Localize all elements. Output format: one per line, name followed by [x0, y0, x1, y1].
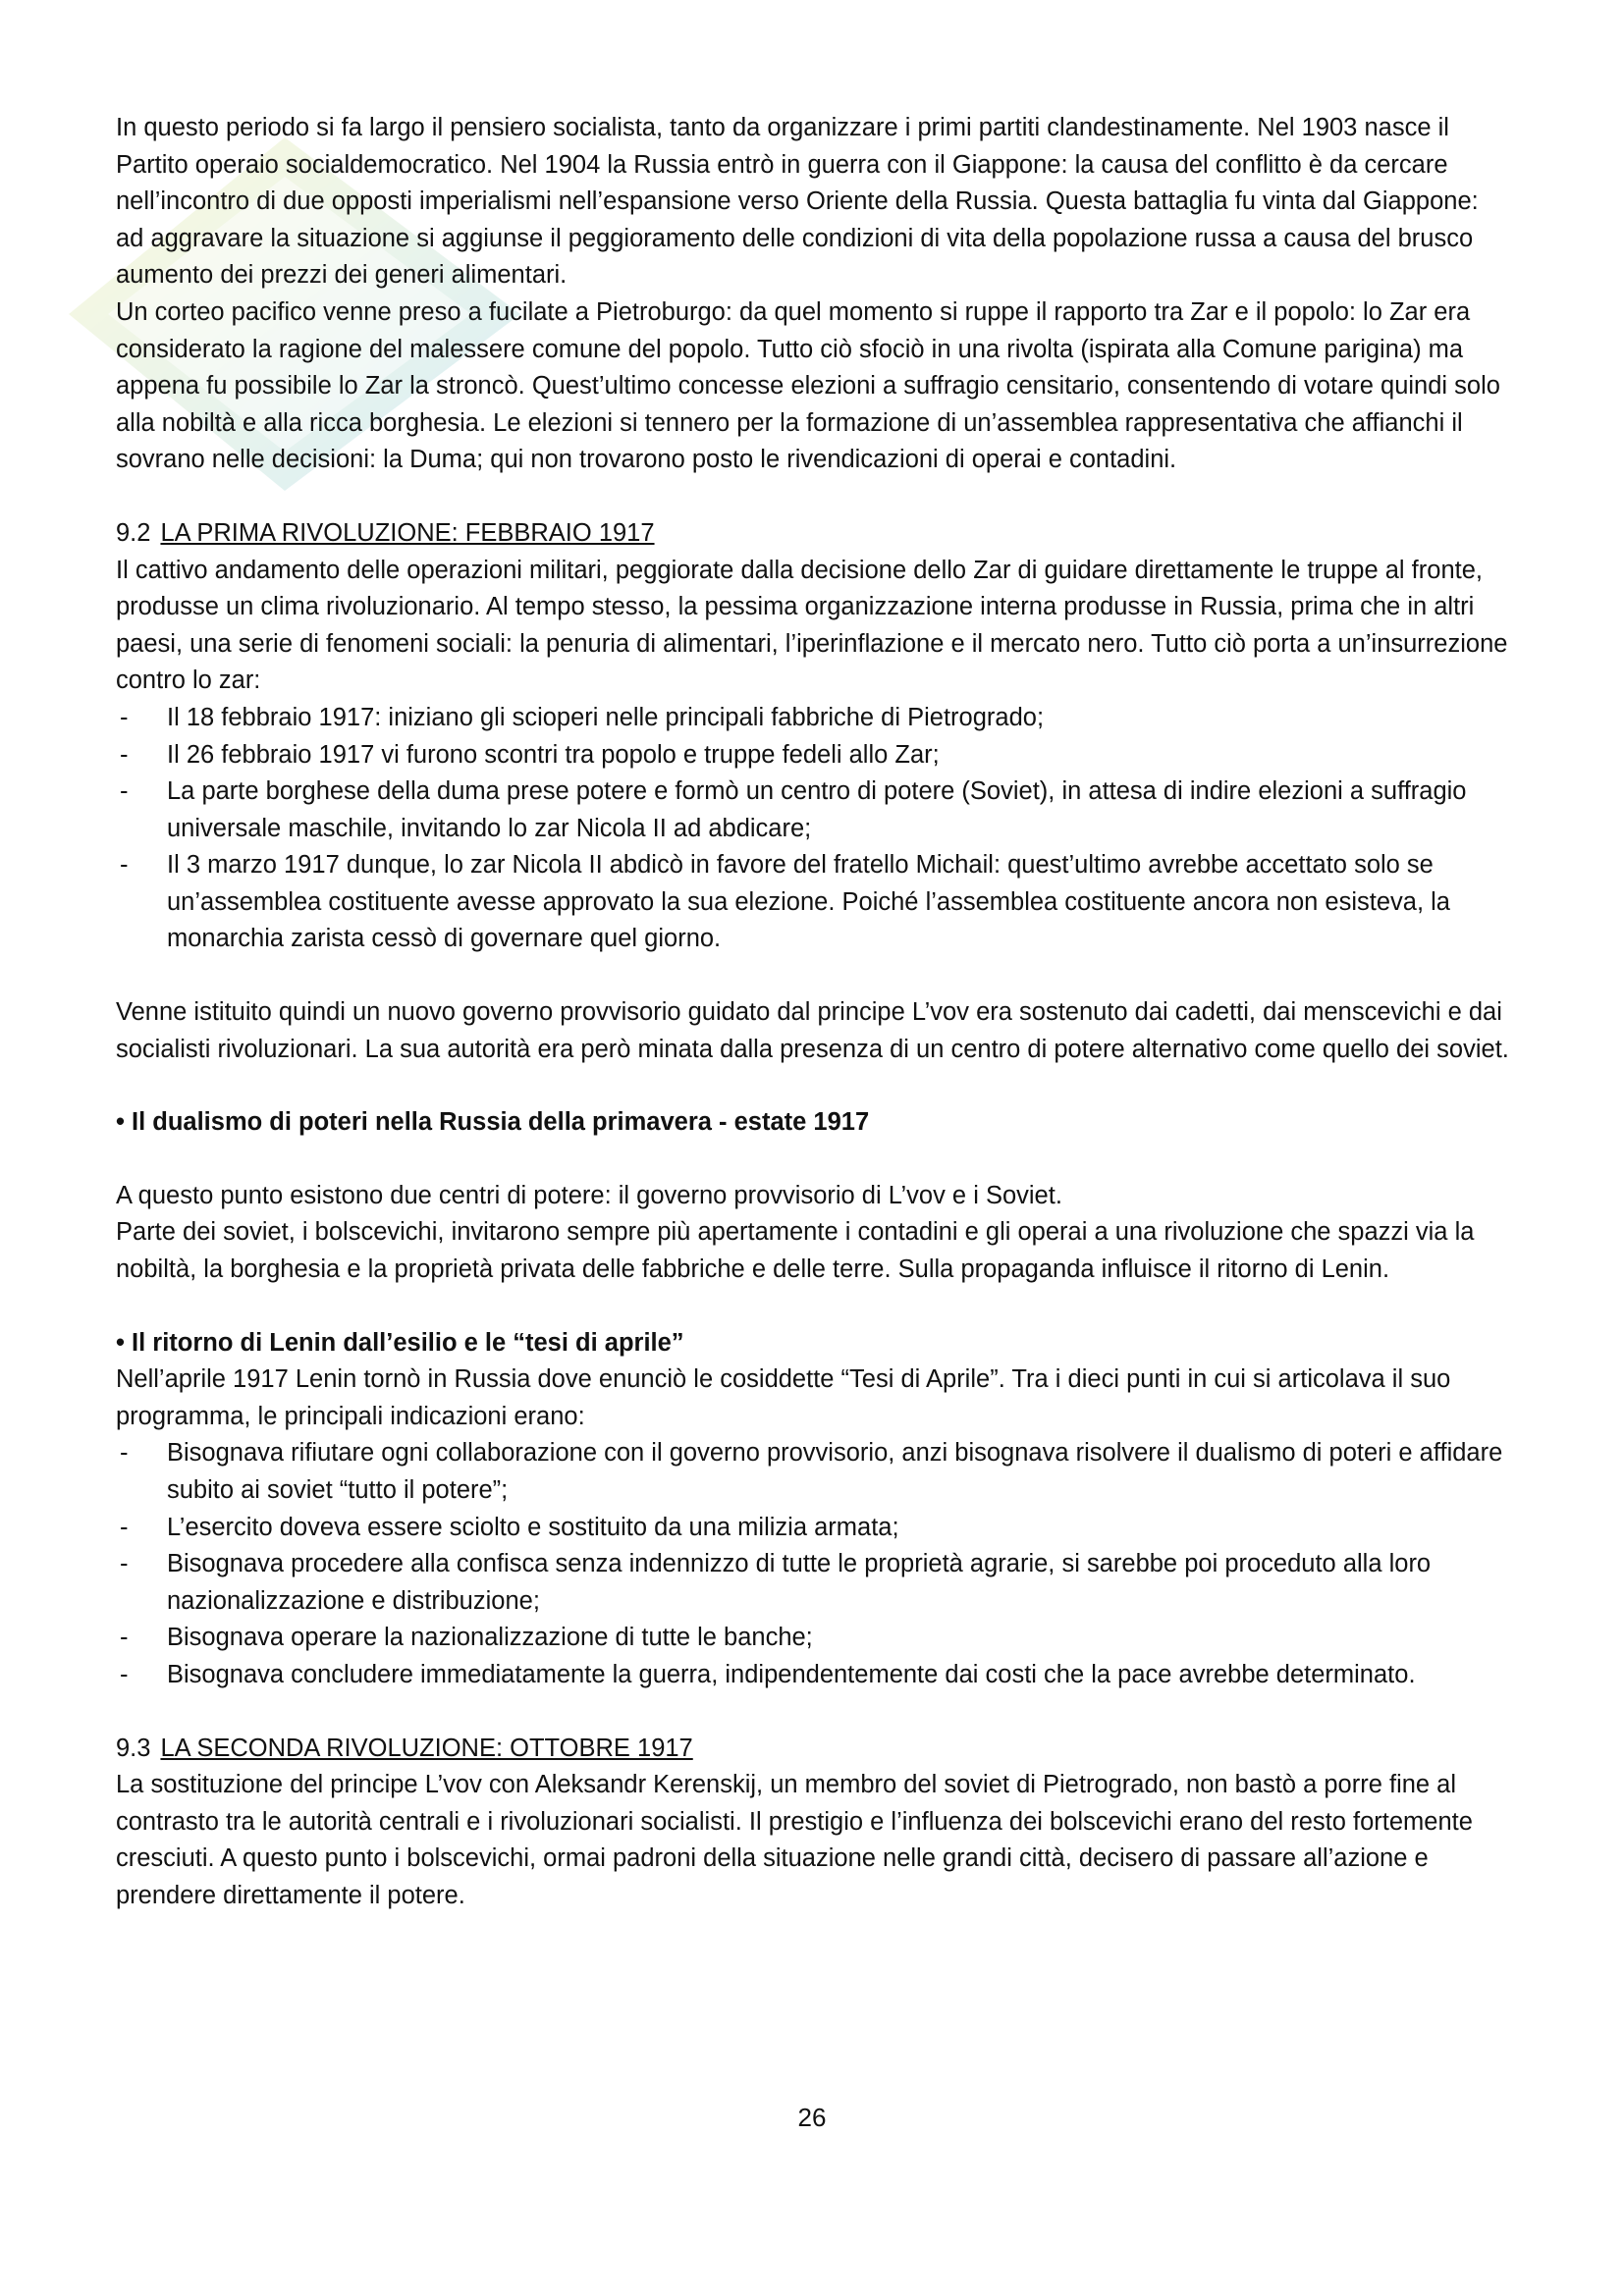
list-item: - Bisognava procedere alla confisca senza indennizzo di tutte le proprietà agrarie, si sarebbe poi proceduto alla loro nazionalizzazione e distribuzione;	[116, 1546, 1510, 1620]
section-9-2-number: 9.2	[116, 518, 151, 547]
dualism-paragraph-2: Parte dei soviet, i bolscevichi, invitarono sempre più apertamente i contadini e gli operai a una rivoluzione che spazzi via la nobiltà, la borghesia e la proprietà privata delle fabbriche e delle terre. Sulla propaganda influisce il ritorno di Lenin.	[116, 1218, 1475, 1284]
section-9-3-title: LA SECONDA RIVOLUZIONE: OTTOBRE 1917	[160, 1734, 693, 1762]
section-9-2-heading	[116, 515, 1510, 553]
dualism-heading: • Il dualismo di poteri nella Russia della primavera - estate 1917	[116, 1108, 870, 1137]
list-item: - La parte borghese della duma prese potere e formò un centro di potere (Soviet), in attesa di indire elezioni a suffragio universale maschile, invitando lo zar Nicola II ad abdicare;	[116, 774, 1510, 847]
section-9-2-intro: Il cattivo andamento delle operazioni militari, peggiorate dalla decisione dello Zar di guidare direttamente le truppe al fronte, produsse un clima rivoluzionario. Al tempo stesso, la pessima organizzazione interna produsse in Russia, prima che in altri paesi, una serie di fenomeni sociali: la penuria di alimentari, l’iperinflazione e il mercato nero. Tutto ciò porta a un’insurrezione contro lo zar:	[116, 556, 1508, 695]
intro-paragraph-2: Un corteo pacifico venne preso a fucilate a Pietroburgo: da quel momento si ruppe il rapporto tra Zar e il popolo: lo Zar era considerato la ragione del malessere comune del popolo. Tutto ciò sfociò in una rivolta (ispirata alla Comune parigina) ma appena fu possibile lo Zar la stroncò. Quest’ultimo concesse elezioni a suffragio censitario, consentendo di votare quindi solo alla nobiltà e alla ricca borghesia. Le elezioni si tennero per la formazione di un’assemblea rappresentativa che affianchi il sovrano nelle decisioni: la Duma; qui non trovarono posto le rivendicazioni di operai e contadini.	[116, 297, 1500, 474]
list-item: - Bisognava operare la nazionalizzazione di tutte le banche;	[116, 1620, 1510, 1657]
provisional-government-paragraph: Venne istituito quindi un nuovo governo provvisorio guidato dal principe L’vov era sostenuto dai cadetti, dai menscevichi e dai socialisti rivoluzionari. La sua autorità era però minata dalla presenza di un centro di potere alternativo come quello dei soviet.	[116, 998, 1509, 1063]
section-9-3-heading	[116, 1731, 1510, 1768]
list-item: - Il 3 marzo 1917 dunque, lo zar Nicola II abdicò in favore del fratello Michail: quest’ultimo avrebbe accettato solo se un’assemblea costituente avesse approvato la sua elezione. Poiché l’assemblea costituente ancora non esisteva, la monarchia zarista cessò di governare quel giorno.	[116, 847, 1510, 958]
dualism-paragraph-1: A questo punto esistono due centri di potere: il governo provvisorio di L’vov e i Soviet.	[116, 1181, 1062, 1209]
section-9-2-title: LA PRIMA RIVOLUZIONE: FEBBRAIO 1917	[160, 518, 655, 547]
list-item: - Bisognava rifiutare ogni collaborazione con il governo provvisorio, anzi bisognava risolvere il dualismo di poteri e affidare subito ai soviet “tutto il potere”;	[116, 1435, 1510, 1509]
section-9-3-paragraph: La sostituzione del principe L’vov con Aleksandr Kerenskij, un membro del soviet di Pietrogrado, non bastò a porre fine al contrasto tra le autorità centrali e i rivoluzionari socialisti. Il prestigio e l’influenza dei bolscevichi erano del resto fortemente cresciuti. A questo punto i bolscevichi, ormai padroni della situazione nelle grandi città, decisero di passare all’azione e prendere direttamente il potere.	[116, 1771, 1473, 1909]
page-number: 26	[797, 2103, 827, 2132]
intro-paragraph-1: In questo periodo si fa largo il pensiero socialista, tanto da organizzare i primi partiti clandestinamente. Nel 1903 nasce il Partito operaio socialdemocratico. Nel 1904 la Russia entrò in guerra con il Giappone: la causa del conflitto è da cercare nell’incontro di due opposti imperialismi nell’espansione verso Oriente della Russia. Questa battaglia fu vinta dal Giappone: ad aggravare la situazione si aggiunse il peggioramento delle condizioni di vita della popolazione russa a causa del brusco aumento dei prezzi dei generi alimentari.	[116, 114, 1479, 290]
document-page	[116, 110, 1510, 1915]
list-item: - Il 18 febbraio 1917: iniziano gli scioperi nelle principali fabbriche di Pietrogrado;	[116, 700, 1510, 737]
lenin-heading: • Il ritorno di Lenin dall’esilio e le “tesi di aprile”	[116, 1328, 684, 1357]
section-9-3-number: 9.3	[116, 1734, 151, 1762]
february-events-list	[116, 700, 1510, 958]
list-item: - Bisognava concludere immediatamente la guerra, indipendentemente dai costi che la pace avrebbe determinato.	[116, 1657, 1510, 1694]
list-item: - L’esercito doveva essere sciolto e sostituito da una milizia armata;	[116, 1510, 1510, 1547]
lenin-intro: Nell’aprile 1917 Lenin tornò in Russia dove enunciò le cosiddette “Tesi di Aprile”. Tra i dieci punti in cui si articolava il suo programma, le principali indicazioni erano:	[116, 1365, 1451, 1430]
list-item: - Il 26 febbraio 1917 vi furono scontri tra popolo e truppe fedeli allo Zar;	[116, 737, 1510, 774]
april-theses-list	[116, 1435, 1510, 1693]
